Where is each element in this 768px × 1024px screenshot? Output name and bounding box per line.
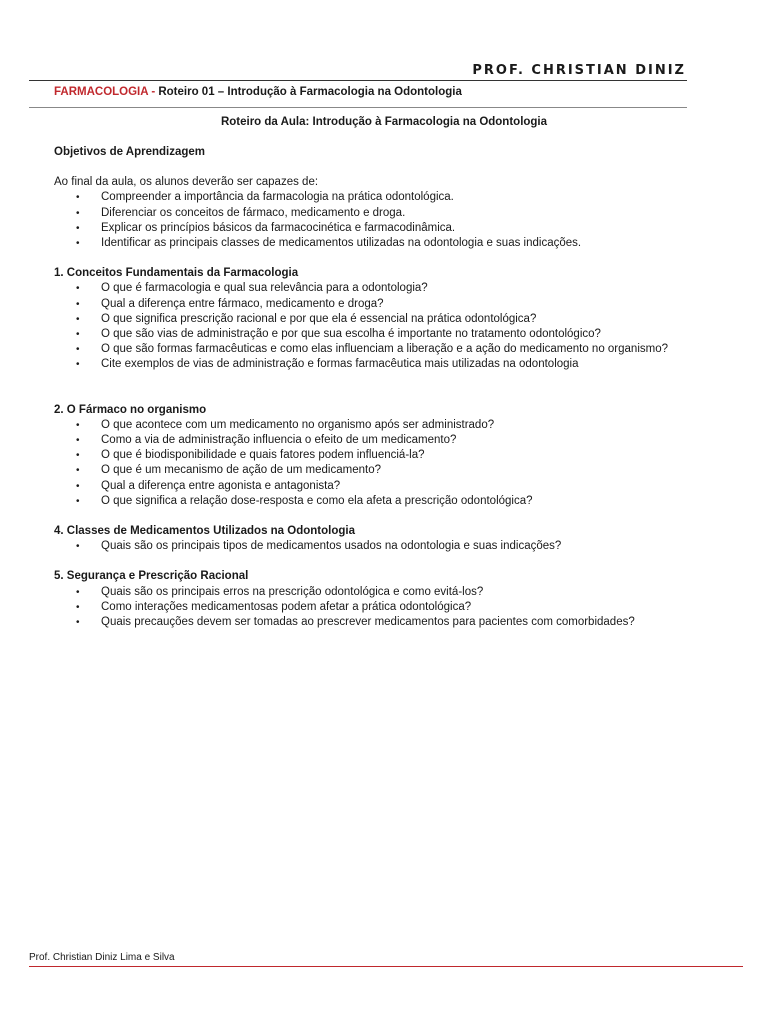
- list-item: • Quais precauções devem ser tomadas ao prescrever medicamentos para pacientes com comorbidades?: [54, 615, 694, 630]
- list-item: • O que é farmacologia e qual sua relevância para a odontologia?: [54, 281, 694, 296]
- bullet-icon: •: [76, 541, 80, 553]
- objectives-list: [54, 190, 694, 251]
- list-item: • O que é um mecanismo de ação de um medicamento?: [54, 463, 694, 478]
- bullet-icon: •: [76, 465, 80, 477]
- section-list: [54, 281, 694, 372]
- section-heading: 2. O Fármaco no organismo: [54, 403, 207, 416]
- subject-line: [54, 86, 462, 98]
- objectives-intro: Ao final da aula, os alunos deverão ser capazes de:: [54, 176, 319, 189]
- list-item: • Compreender a importância da farmacologia na prática odontológica.: [54, 190, 694, 205]
- bullet-icon: •: [76, 450, 80, 462]
- section-heading: 1. Conceitos Fundamentais da Farmacologia: [54, 267, 299, 280]
- list-item: • Cite exemplos de vias de administração e formas farmacêutica mais utilizadas na odontologia: [54, 357, 694, 372]
- list-item: • O que significa prescrição racional e por que ela é essencial na prática odontológica?: [54, 312, 694, 327]
- list-item: • Como a via de administração influencia o efeito de um medicamento?: [54, 433, 694, 448]
- bullet-icon: •: [76, 495, 80, 507]
- list-item: • Identificar as principais classes de medicamentos utilizadas na odontologia e suas indicações.: [54, 236, 694, 251]
- bullet-icon: •: [76, 617, 80, 629]
- list-item: • Quais são os principais erros na prescrição odontológica e como evitá-los?: [54, 585, 694, 600]
- lesson-title: Roteiro 01 – Introdução à Farmacologia na Odontologia: [155, 86, 462, 98]
- author-header: PROF. CHRISTIAN DINIZ: [472, 63, 686, 78]
- bullet-icon: •: [76, 222, 80, 234]
- bullet-icon: •: [76, 313, 80, 325]
- footer-author: Prof. Christian Diniz Lima e Silva: [29, 952, 175, 963]
- section-list: [54, 539, 694, 554]
- document-content: [54, 145, 694, 630]
- section-list: [54, 585, 694, 631]
- footer-rule: [29, 966, 743, 967]
- list-item: • Diferenciar os conceitos de fármaco, medicamento e droga.: [54, 206, 694, 221]
- list-item: • O que são vias de administração e por que sua escolha é importante no tratamento odontológico?: [54, 327, 694, 342]
- bullet-icon: •: [76, 586, 80, 598]
- bullet-icon: •: [76, 435, 80, 447]
- bullet-icon: •: [76, 298, 80, 310]
- subject-label: FARMACOLOGIA -: [54, 86, 156, 98]
- bullet-icon: •: [76, 283, 80, 295]
- bullet-icon: •: [76, 601, 80, 613]
- list-item: • O que acontece com um medicamento no organismo após ser administrado?: [54, 418, 694, 433]
- objectives-heading: Objetivos de Aprendizagem: [54, 146, 206, 158]
- list-item: • Quais são os principais tipos de medicamentos usados na odontologia e suas indicações?: [54, 539, 694, 554]
- list-item: • Qual a diferença entre fármaco, medicamento e droga?: [54, 297, 694, 312]
- bullet-icon: •: [76, 329, 80, 341]
- section-list: [54, 418, 694, 509]
- bullet-icon: •: [76, 207, 80, 219]
- header-rule-top: [29, 80, 687, 81]
- bullet-icon: •: [76, 359, 80, 371]
- list-item: • O que é biodisponibilidade e quais fatores podem influenciá-la?: [54, 448, 694, 463]
- list-item: • O que são formas farmacêuticas e como elas influenciam a liberação e a ação do medicamento no organismo?: [54, 342, 694, 357]
- bullet-icon: •: [76, 344, 80, 356]
- list-item: • Como interações medicamentosas podem afetar a prática odontológica?: [54, 600, 694, 615]
- bullet-icon: •: [76, 480, 80, 492]
- section-heading: 5. Segurança e Prescrição Racional: [54, 570, 249, 583]
- bullet-icon: •: [76, 192, 80, 204]
- document-title: Roteiro da Aula: Introdução à Farmacologia na Odontologia: [220, 116, 548, 128]
- list-item: • O que significa a relação dose-resposta e como ela afeta a prescrição odontológica?: [54, 494, 694, 509]
- bullet-icon: •: [76, 238, 80, 250]
- list-item: • Explicar os princípios básicos da farmacocinética e farmacodinâmica.: [54, 221, 694, 236]
- section-heading: 4. Classes de Medicamentos Utilizados na Odontologia: [54, 525, 355, 538]
- bullet-icon: •: [76, 419, 80, 431]
- header-rule-bottom: [29, 107, 687, 108]
- list-item: • Qual a diferença entre agonista e antagonista?: [54, 479, 694, 494]
